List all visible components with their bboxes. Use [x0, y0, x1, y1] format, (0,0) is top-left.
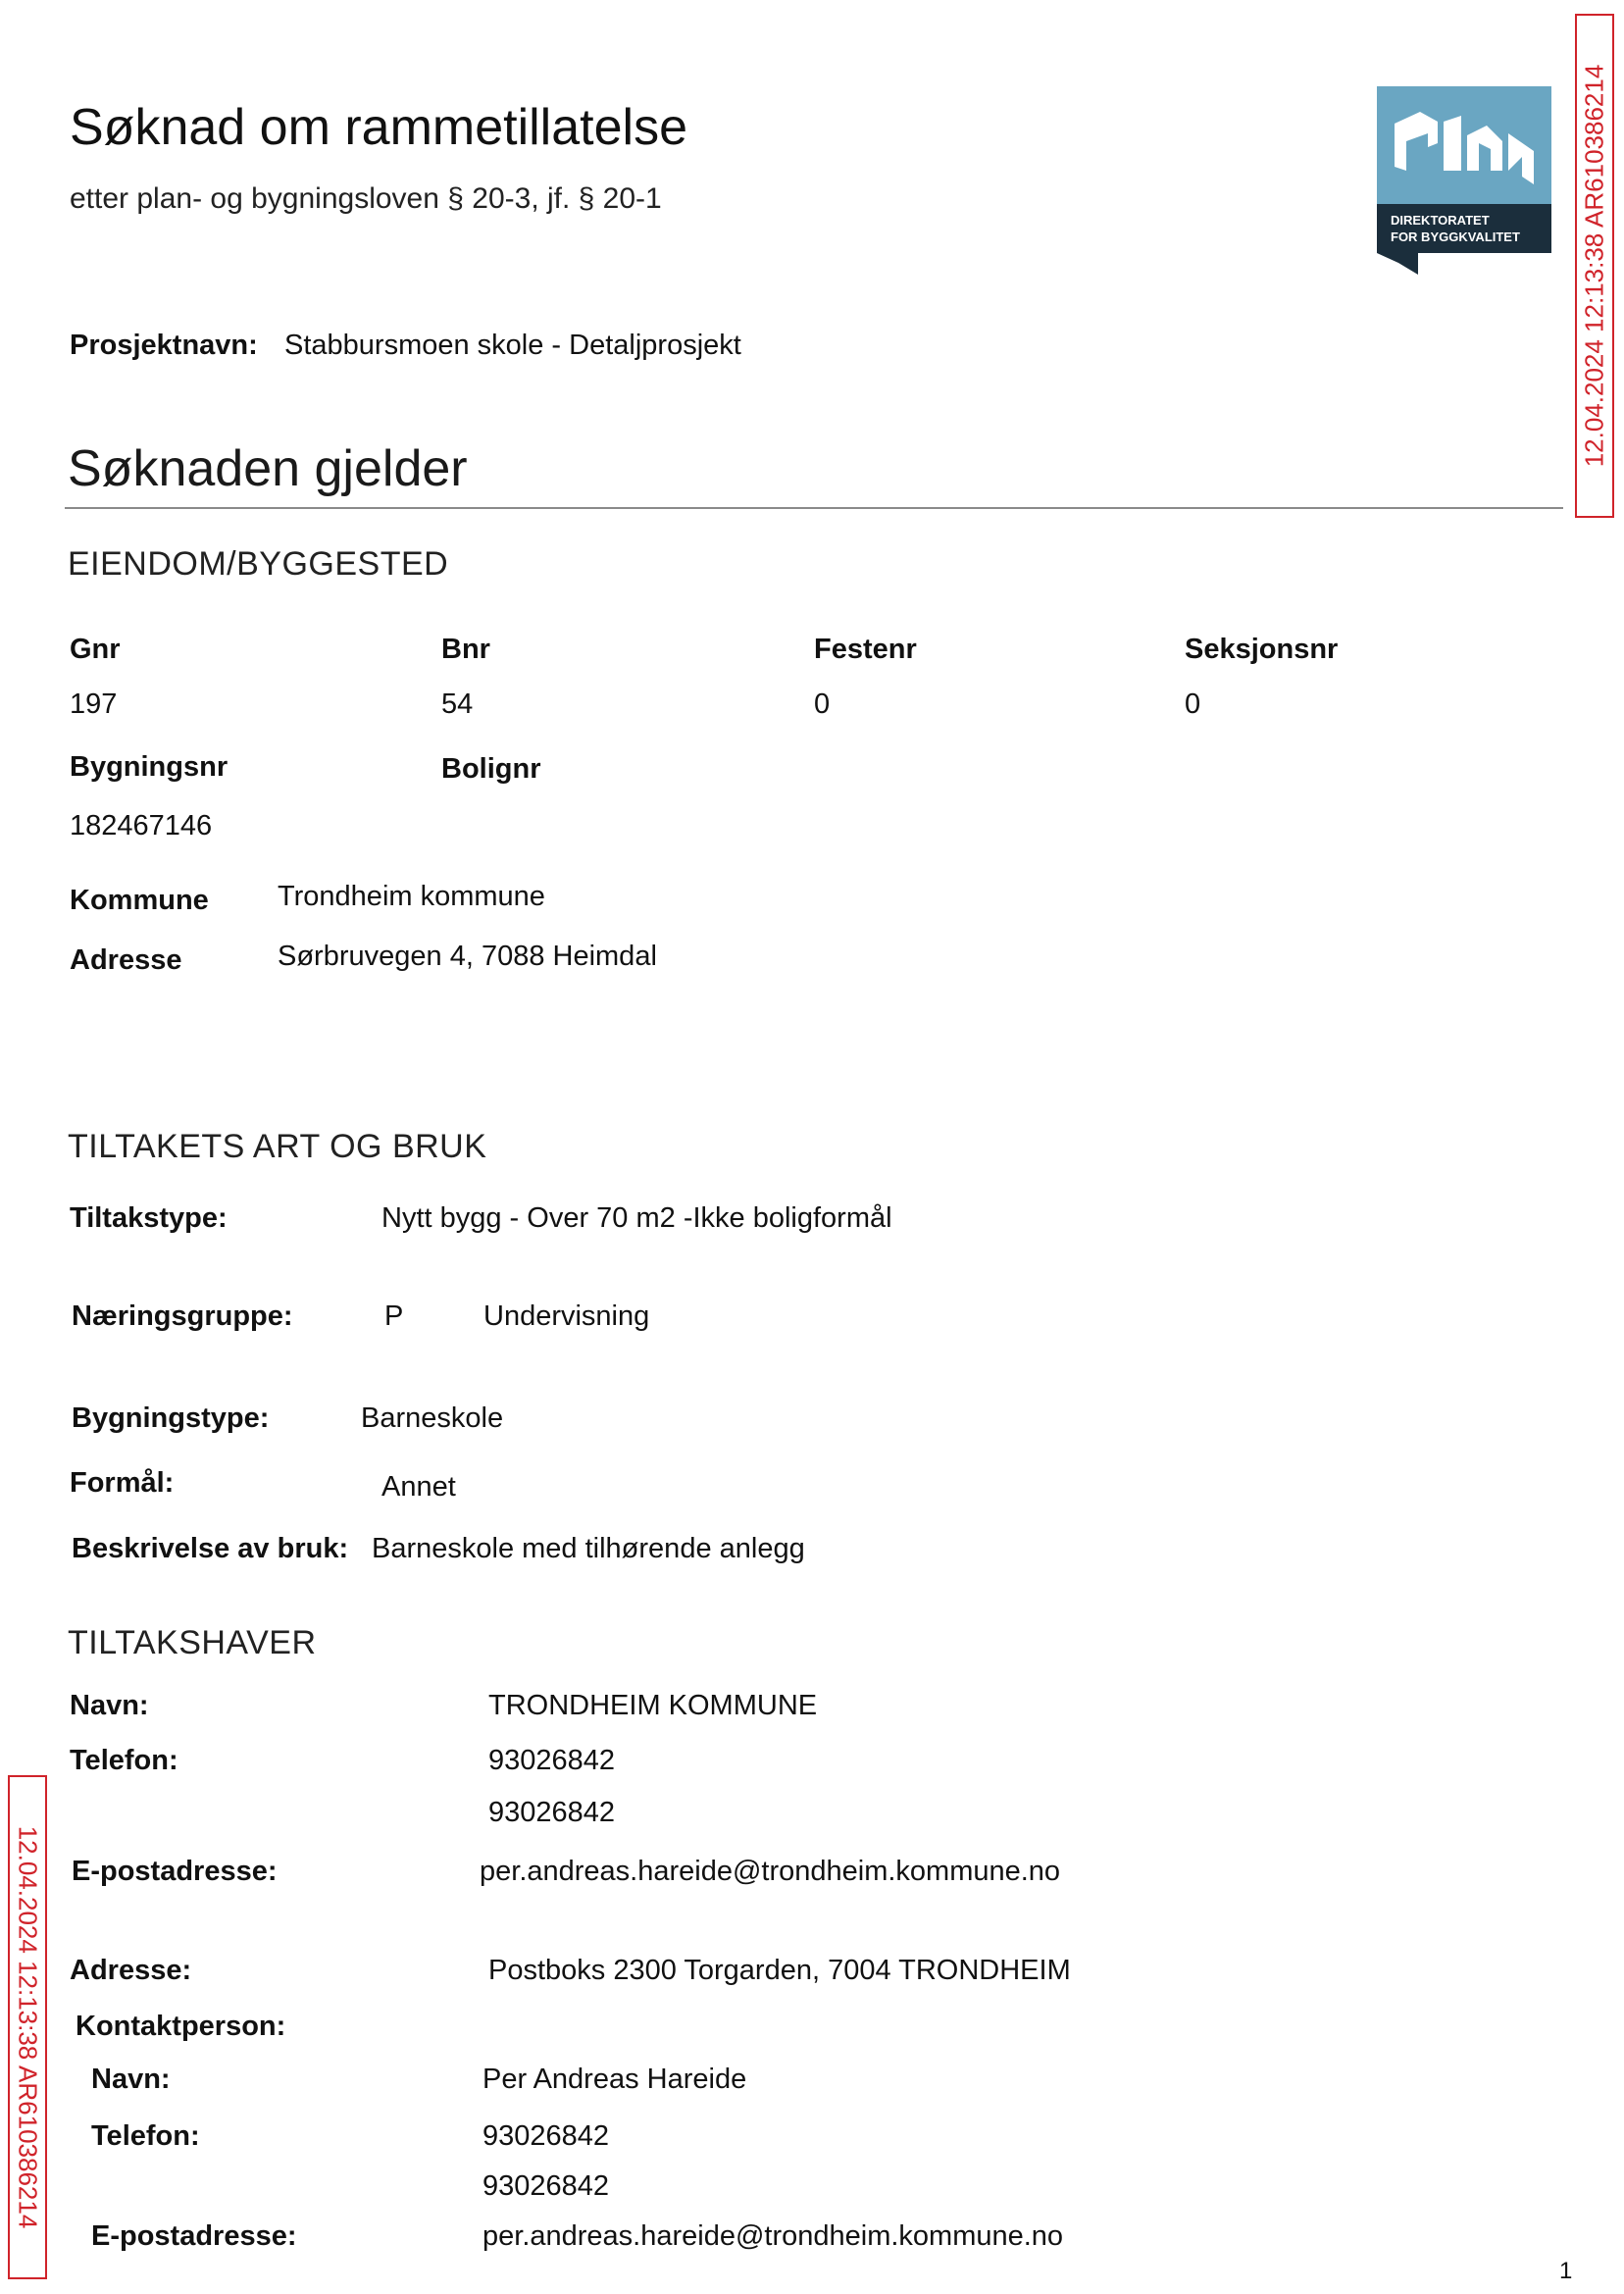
tiltakshaver-adresse-value: Postboks 2300 Torgarden, 7004 TRONDHEIM	[488, 1955, 1071, 1986]
section-title: Søknaden gjelder	[68, 440, 468, 497]
bygningsnr-value: 182467146	[70, 810, 213, 841]
tiltakshaver-heading: TILTAKSHAVER	[68, 1624, 317, 1661]
naeringsgruppe-label: Næringsgruppe:	[72, 1300, 293, 1332]
tiltakstype-value: Nytt bygg - Over 70 m2 -Ikke boligformål	[381, 1202, 892, 1234]
eiendom-heading: EIENDOM/BYGGESTED	[68, 545, 449, 583]
tiltak-heading: TILTAKETS ART OG BRUK	[68, 1128, 487, 1165]
kontakt-telefon-label: Telefon:	[91, 2120, 200, 2152]
tiltakshaver-navn-label: Navn:	[70, 1690, 149, 1721]
logo-text-line2: FOR BYGGKVALITET	[1391, 229, 1520, 244]
kommune-value: Trondheim kommune	[278, 881, 545, 912]
bnr-label: Bnr	[441, 634, 490, 665]
logo-text-line1: DIREKTORATET	[1391, 213, 1490, 228]
bolignr-label: Bolignr	[441, 753, 541, 785]
bnr-value: 54	[441, 688, 474, 720]
document-title: Søknad om rammetillatelse	[70, 99, 687, 156]
section-divider	[65, 507, 1563, 509]
kontakt-navn-label: Navn:	[91, 2064, 171, 2095]
project-name-value: Stabbursmoen skole - Detaljprosjekt	[284, 330, 741, 361]
project-name-label: Prosjektnavn:	[70, 330, 258, 361]
adresse-label: Adresse	[70, 944, 182, 976]
seksjonsnr-label: Seksjonsnr	[1185, 634, 1339, 665]
kontakt-epost-label: E-postadresse:	[91, 2220, 297, 2252]
dibk-logo	[1377, 86, 1551, 275]
archive-stamp-right	[1575, 14, 1614, 518]
beskrivelse-label: Beskrivelse av bruk:	[72, 1533, 349, 1564]
document-subtitle: etter plan- og bygningsloven § 20-3, jf. § 20-1	[70, 182, 662, 215]
tiltakshaver-telefon-label: Telefon:	[70, 1745, 178, 1776]
naeringsgruppe-value: Undervisning	[483, 1300, 650, 1332]
kontakt-navn-value: Per Andreas Hareide	[482, 2064, 747, 2095]
beskrivelse-value: Barneskole med tilhørende anlegg	[372, 1533, 805, 1564]
tiltakshaver-epost-value: per.andreas.hareide@trondheim.kommune.no	[480, 1856, 1061, 1887]
kontakt-epost-value: per.andreas.hareide@trondheim.kommune.no	[482, 2220, 1064, 2252]
tiltakshaver-adresse-label: Adresse:	[70, 1955, 192, 1986]
formal-value: Annet	[381, 1471, 456, 1503]
tiltakshaver-navn-value: TRONDHEIM KOMMUNE	[488, 1690, 818, 1721]
page-number: 1	[1559, 2258, 1573, 2284]
archive-stamp-left	[8, 1775, 47, 2279]
stamp-text: 12.04.2024 12:13:38 AR610386214	[1579, 64, 1609, 468]
kommune-label: Kommune	[70, 885, 209, 916]
kontaktperson-heading: Kontaktperson:	[76, 2011, 286, 2042]
naeringsgruppe-code: P	[384, 1300, 404, 1332]
festenr-label: Festenr	[814, 634, 917, 665]
stamp-text: 12.04.2024 12:13:38 AR610386214	[13, 1825, 43, 2229]
seksjonsnr-value: 0	[1185, 688, 1201, 720]
tiltakshaver-telefon2: 93026842	[488, 1797, 616, 1828]
kontakt-telefon2: 93026842	[482, 2170, 610, 2202]
formal-label: Formål:	[70, 1467, 175, 1499]
tiltakstype-label: Tiltakstype:	[70, 1202, 228, 1234]
bygningstype-value: Barneskole	[361, 1402, 504, 1434]
kontakt-telefon1: 93026842	[482, 2120, 610, 2152]
festenr-value: 0	[814, 688, 831, 720]
bygningstype-label: Bygningstype:	[72, 1402, 270, 1434]
tiltakshaver-telefon1: 93026842	[488, 1745, 616, 1776]
gnr-value: 197	[70, 688, 118, 720]
gnr-label: Gnr	[70, 634, 121, 665]
tiltakshaver-epost-label: E-postadresse:	[72, 1856, 278, 1887]
adresse-value: Sørbruvegen 4, 7088 Heimdal	[278, 941, 657, 972]
bygningsnr-label: Bygningsnr	[70, 751, 228, 783]
